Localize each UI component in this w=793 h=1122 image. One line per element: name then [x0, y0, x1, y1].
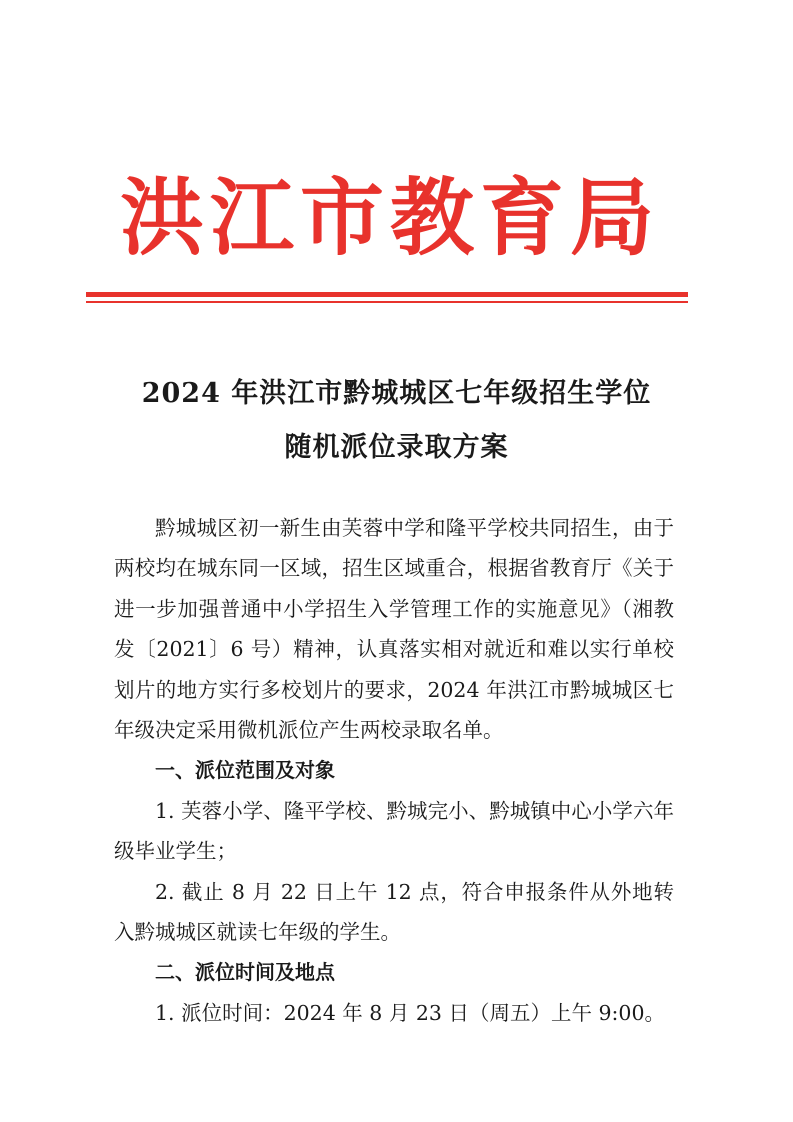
section1-item2: 2. 截止 8 月 22 日上午 12 点，符合申报条件从外地转入黔城城区就读七年级的学生。 [114, 879, 674, 945]
section1-item1: 1. 芙蓉小学、隆平学校、黔城完小、黔城镇中心小学六年级毕业学生； [114, 798, 674, 864]
section2-item1: 1. 派位时间：2024 年 8 月 23 日（周五）上午 9:00。 [155, 1000, 666, 1025]
organization-header: 洪江市教育局 [119, 168, 660, 267]
intro-paragraph: 黔城城区初一新生由芙蓉中学和隆平学校共同招生，由于两校均在城东同一区域，招生区域重合，根据省教育厅《关于进一步加强普通中小学招生入学管理工作的实施意见》（湘教发〔2021〕6 号）精神，认真落实相对就近和难以实行单校划片的地方实行多校划片的要求，2024 年洪江市黔城城区七年级决定采用微机派位产生两校录取名单。 [114, 516, 674, 743]
document-body [114, 508, 674, 1033]
section1-heading: 一、派位范围及对象 [155, 758, 335, 783]
document-title-line1: 2024 年洪江市黔城城区七年级招生学位 [141, 378, 652, 409]
red-divider-thick [86, 292, 688, 297]
document-title-line2: 随机派位录取方案 [284, 432, 509, 463]
section2-heading: 二、派位时间及地点 [155, 960, 335, 985]
red-divider-thin [86, 301, 688, 303]
